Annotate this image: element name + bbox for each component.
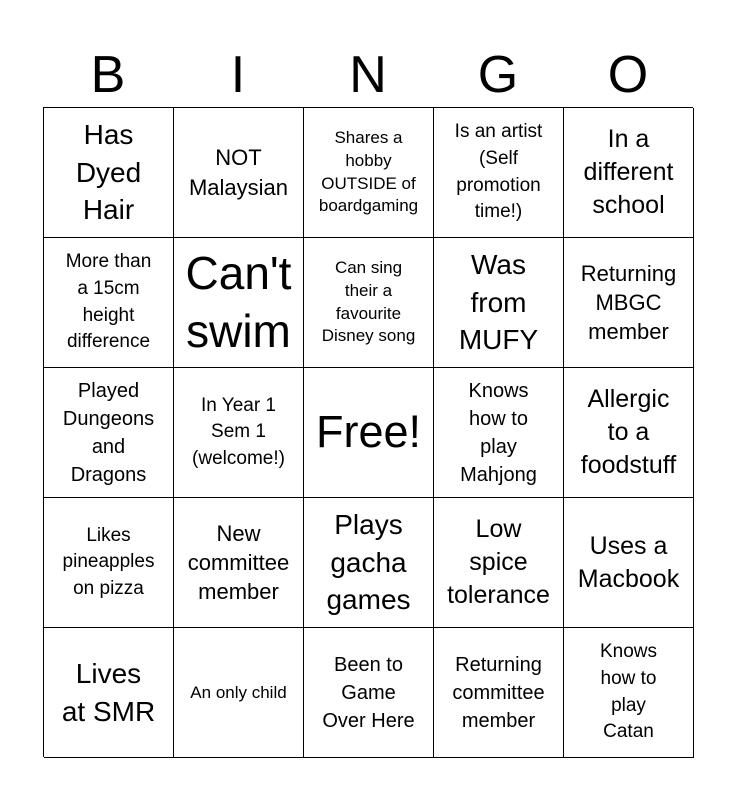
cell-text: Returning committee member: [452, 653, 545, 732]
bingo-cell[interactable]: [434, 628, 564, 758]
header-letter-n: N: [349, 46, 387, 104]
bingo-cell[interactable]: [564, 628, 694, 758]
bingo-cell[interactable]: [174, 108, 304, 238]
cell-text: In a different school: [583, 125, 674, 219]
cell-text: Can't swim: [185, 247, 292, 357]
cell-text: Returning MBGC member: [580, 260, 677, 345]
bingo-cell[interactable]: [174, 628, 304, 758]
cell-text: Knows how to play Mahjong: [460, 379, 537, 486]
bingo-cell[interactable]: [304, 498, 434, 628]
cell-text: Low spice tolerance: [447, 515, 550, 609]
cell-text: Allergic to a foodstuff: [580, 385, 677, 479]
cell-text: New committee member: [187, 520, 290, 605]
cell-text: Was from MUFY: [458, 248, 539, 356]
cell-text: Played Dungeons and Dragons: [62, 379, 155, 486]
cell-text: NOT Malaysian: [188, 145, 289, 200]
cell-text: Lives at SMR: [61, 657, 156, 727]
cell-text: Has Dyed Hair: [75, 118, 142, 226]
bingo-cell[interactable]: [304, 238, 434, 368]
bingo-cell[interactable]: [564, 498, 694, 628]
cell-text: Knows how to play Catan: [599, 641, 658, 743]
bingo-cell[interactable]: [564, 368, 694, 498]
bingo-cell[interactable]: [304, 108, 434, 238]
bingo-cell[interactable]: [564, 108, 694, 238]
bingo-header: [43, 44, 693, 106]
header-letter-o: O: [607, 46, 649, 104]
bingo-cell[interactable]: [434, 108, 564, 238]
bingo-cell[interactable]: [304, 628, 434, 758]
header-letter-i: I: [230, 46, 246, 104]
bingo-cell[interactable]: [434, 498, 564, 628]
cell-text: In Year 1 Sem 1 (welcome!): [192, 394, 285, 469]
bingo-cell[interactable]: [434, 238, 564, 368]
cell-text: Uses a Macbook: [577, 531, 680, 593]
cell-text: Likes pineapples on pizza: [62, 524, 155, 599]
bingo-cell[interactable]: [564, 238, 694, 368]
free-space-text: Free!: [315, 406, 422, 458]
cell-text: Can sing their a favourite Disney song: [321, 257, 416, 346]
bingo-cell[interactable]: [44, 498, 174, 628]
bingo-cell[interactable]: [44, 628, 174, 758]
header-letter-g: G: [477, 46, 519, 104]
cell-text: Is an artist (Self promotion time!): [454, 121, 543, 223]
bingo-cell[interactable]: [174, 498, 304, 628]
cell-text: Been to Game Over Here: [322, 653, 415, 732]
bingo-cell[interactable]: [434, 368, 564, 498]
bingo-grid: [43, 107, 693, 757]
cell-text: More than a 15cm height difference: [65, 251, 152, 353]
cell-text: Shares a hobby OUTSIDE of boardgaming: [318, 127, 419, 216]
bingo-cell[interactable]: [44, 368, 174, 498]
bingo-cell[interactable]: [174, 368, 304, 498]
bingo-cell[interactable]: [44, 238, 174, 368]
cell-text: Plays gacha games: [326, 508, 411, 616]
bingo-cell[interactable]: [174, 238, 304, 368]
bingo-cell[interactable]: [44, 108, 174, 238]
cell-text: An only child: [190, 682, 287, 702]
header-letter-b: B: [90, 46, 126, 104]
bingo-cell[interactable]: [304, 368, 434, 498]
